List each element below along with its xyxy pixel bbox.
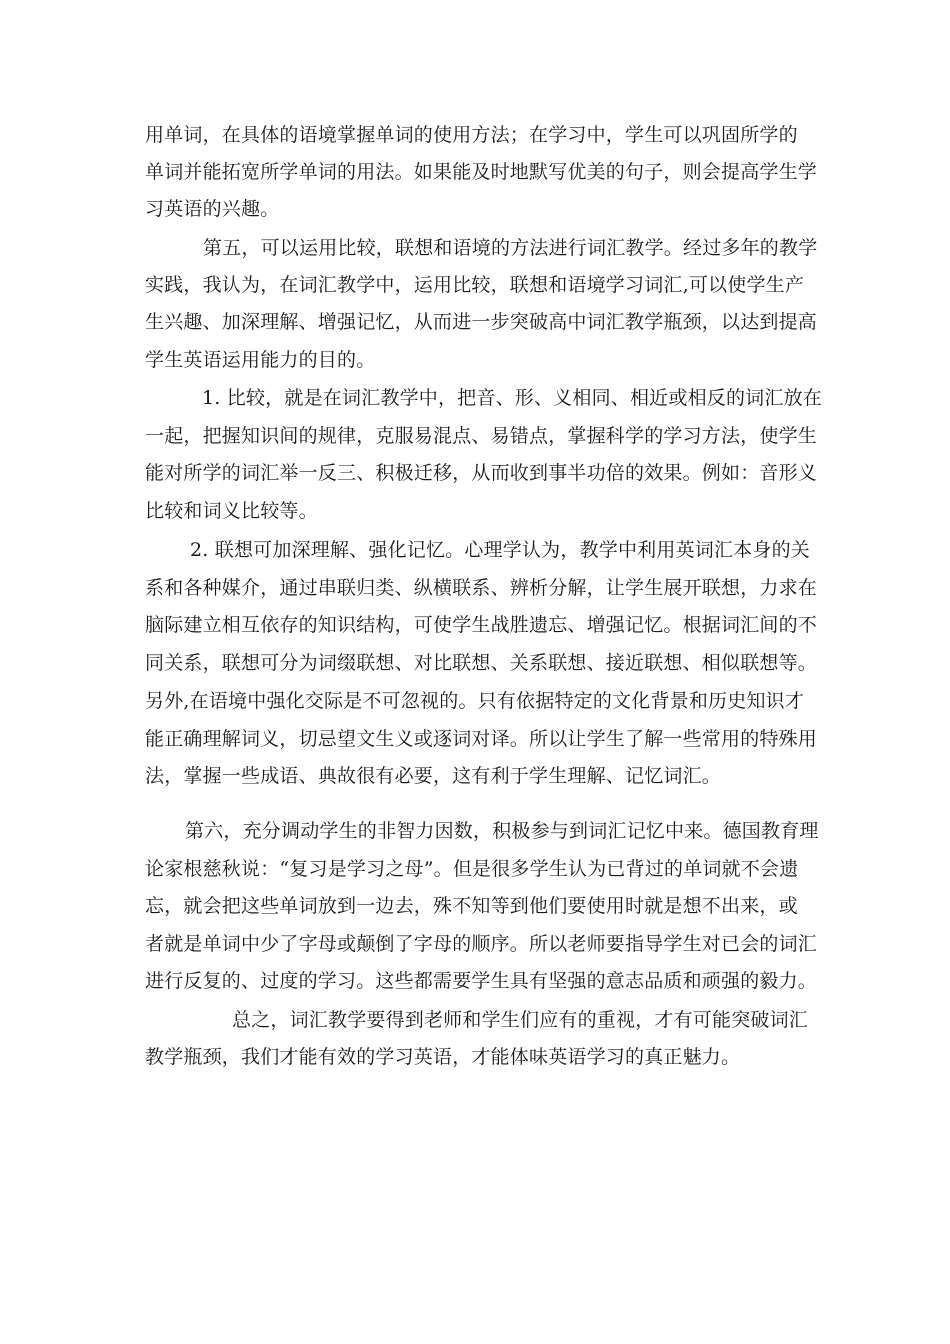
text-line: 一起，把握知识间的规律，克服易混点、易错点，掌握科学的学习方法，使学生 (145, 425, 818, 447)
text-line: 能正确理解词义，切忌望文生义或逐词对译。所以让学生了解一些常用的特殊用 (145, 728, 818, 750)
text-line: 者就是单词中少了字母或颠倒了字母的顺序。所以老师要指导学生对已会的词汇 (145, 933, 818, 955)
text-line: 实践，我认为，在词汇教学中，运用比较，联想和语境学习词汇,可以使学生产 (145, 274, 805, 296)
text-line: 比较和词义比较等。 (145, 500, 318, 522)
text-line: 生兴趣、加深理解、增强记忆，从而进一步突破高中词汇教学瓶颈，以达到提高 (145, 311, 818, 333)
text-line: 论家根慈秋说：“复习是学习之母”。但是很多学生认为已背过的单词就不会遗 (145, 858, 799, 880)
text-line: 另外,在语境中强化交际是不可忽视的。只有依据特定的文化背景和历史知识才 (145, 690, 805, 712)
text-line: 第六，充分调动学生的非智力因数，积极参与到词汇记忆中来。德国教育理 (185, 820, 819, 842)
text-line: 教学瓶颈，我们才能有效的学习英语，才能体味英语学习的真正魅力。 (145, 1046, 741, 1068)
text-line: 脑际建立相互依存的知识结构，可使学生战胜遗忘、增强记忆。根据词汇间的不 (145, 614, 818, 636)
text-line: 忘，就会把这些单词放到一边去，殊不知等到他们要使用时就是想不出来，或 (145, 895, 798, 917)
text-line: 1. 比较，就是在词汇教学中，把音、形、义相同、相近或相反的词汇放在 (202, 387, 822, 409)
text-line: 2. 联想可加深理解、强化记忆。心理学认为，教学中利用英词汇本身的关 (190, 539, 810, 561)
text-line: 用单词，在具体的语境掌握单词的使用方法；在学习中，学生可以巩固所学的 (145, 124, 798, 146)
text-line: 进行反复的、过度的学习。这些都需要学生具有坚强的意志品质和顽强的毅力。 (145, 970, 818, 992)
text-line: 能对所学的词汇举一反三、积极迁移，从而收到事半功倍的效果。例如：音形义 (145, 462, 818, 484)
text-line: 同关系，联想可分为词缀联想、对比联想、关系联想、接近联想、相似联想等。 (145, 652, 818, 674)
text-line: 学生英语运用能力的目的。 (145, 349, 376, 371)
text-line: 法，掌握一些成语、典故很有必要，这有利于学生理解、记忆词汇。 (145, 765, 722, 787)
text-line: 总之，词汇教学要得到老师和学生们应有的重视，才有可能突破词汇 (232, 1009, 809, 1031)
text-line: 习英语的兴趣。 (145, 198, 280, 220)
text-line: 单词并能拓宽所学单词的用法。如果能及时地默写优美的句子，则会提高学生学 (145, 161, 818, 183)
text-line: 系和各种媒介，通过串联归类、纵横联系、辨析分解，让学生展开联想，力求在 (145, 577, 818, 599)
text-line: 第五，可以运用比较，联想和语境的方法进行词汇教学。经过多年的教学 (203, 237, 818, 259)
